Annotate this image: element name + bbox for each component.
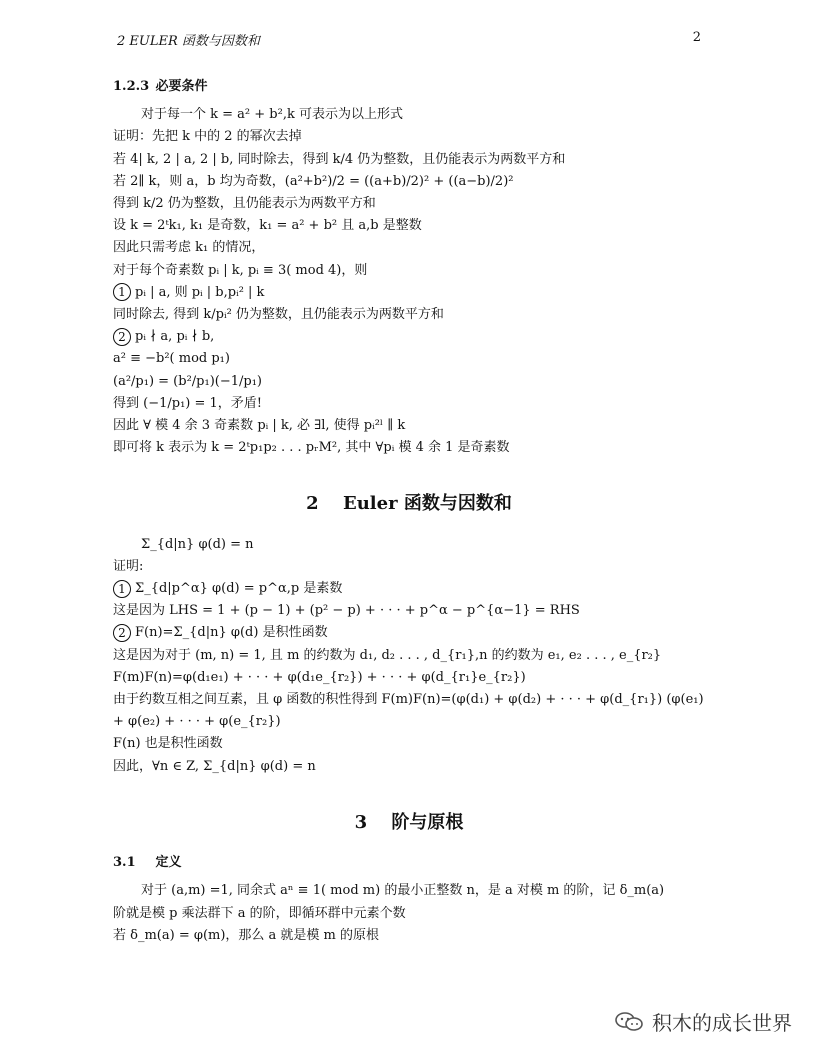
circled-number-two: 2 [113, 328, 131, 346]
text-line: 阶就是模 p 乘法群下 a 的阶，即循环群中元素个数 [113, 905, 406, 921]
subsection-title: 定义 [155, 855, 182, 871]
running-header [117, 30, 701, 49]
subsection-title: 必要条件 [155, 79, 208, 94]
text-line: 这是因为对于 (m, n) = 1, 且 m 的约数为 d₁, d₂ . . . , d_{r₁},n 的约数为 e₁, e₂ . . . , e_{r₂} [113, 647, 662, 663]
section-title: Euler 函数与因数和 [342, 493, 512, 515]
case-one-line [113, 578, 705, 600]
text-line: 因此，∀n ∈ Z, Σ_{d|n} φ(d) = n [113, 758, 316, 774]
case-two-line [113, 326, 705, 348]
case-two-line [113, 622, 705, 644]
body-content [113, 72, 705, 947]
text-line: 这是因为 LHS = 1 + (p − 1) + (p² − p) + · · · + p^α − p^{α−1} = RHS [113, 603, 580, 619]
circled-number-one: 1 [113, 580, 131, 598]
section-heading-2 [113, 493, 705, 515]
text-line: 同时除去, 得到 k/pᵢ² 仍为整数，且仍能表示为两数平方和 [113, 307, 444, 323]
text-line: 得到 (−1/p₁) = 1，矛盾! [113, 395, 263, 411]
text-line: F(n) 也是积性函数 [113, 736, 223, 752]
case-one-line [113, 282, 705, 304]
page-number: 2 [692, 30, 701, 45]
subsection-number: 3.1 [113, 855, 136, 871]
watermark [614, 1007, 792, 1036]
subsection-number: 1.2.3 [113, 79, 150, 94]
text-line: 若 4| k, 2 | a, 2 | b, 同时除去，得到 k/4 仍为整数，且仍能表示为两数平方和 [113, 151, 566, 167]
text-line: 得到 k/2 仍为整数，且仍能表示为两数平方和 [113, 196, 376, 212]
text-line: 对于 (a,m) =1, 同余式 aⁿ ≡ 1( mod m) 的最小正整数 n，是 a 对模 m 的阶，记 δ_m(a) [141, 883, 665, 899]
subsection-heading-3-1 [113, 852, 705, 874]
case-one-text: pᵢ | a, 则 pᵢ | b,pᵢ² | k [135, 284, 265, 300]
case-two-text: F(n)=Σ_{d|n} φ(d) 是积性函数 [135, 625, 328, 641]
running-title: 2 EULER 函数与因数和 [117, 34, 260, 49]
text-paragraph: 由于约数互相之间互素，且 φ 函数的积性得到 F(m)F(n)=(φ(d₁) + φ(d₂) + · · · + φ(d_{r₁}) (φ(e₁) + φ(e₂) + · · · + φ(e_{r₂}) [113, 692, 704, 730]
section-title: 阶与原根 [391, 811, 464, 833]
text-line: 对于每个奇素数 pᵢ | k, pᵢ ≡ 3( mod 4)，则 [113, 262, 368, 278]
text-line: 证明：先把 k 中的 2 的幂次去掉 [113, 129, 302, 145]
text-line: 因此只需考虑 k₁ 的情况， [113, 240, 265, 256]
text-line: (a²/p₁) = (b²/p₁)(−1/p₁) [113, 373, 262, 389]
wechat-icon [614, 1011, 644, 1033]
watermark-text: 积木的成长世界 [652, 1011, 792, 1035]
text-line: 证明: [113, 558, 144, 574]
section-heading-3 [113, 812, 705, 834]
text-line: a² ≡ −b²( mod p₁) [113, 351, 230, 367]
text-line: 因此 ∀ 模 4 余 3 奇素数 pᵢ | k, 必 ∃l, 使得 pᵢ²ˡ ∥ k [113, 418, 406, 434]
text-line: F(m)F(n)=φ(d₁e₁) + · · · + φ(d₁e_{r₂}) + · · · + φ(d_{r₁}e_{r₂}) [113, 669, 526, 685]
circled-number-one: 1 [113, 283, 131, 301]
formula-line: Σ_{d|n} φ(d) = n [141, 536, 254, 552]
text-line: 即可将 k 表示为 k = 2ᵗp₁p₂ . . . pᵣM², 其中 ∀pᵢ 模 4 余 1 是奇素数 [113, 440, 510, 456]
case-one-text: Σ_{d|p^α} φ(d) = p^α,p 是素数 [135, 581, 343, 597]
text-line: 对于每一个 k = a² + b²,k 可表示为以上形式 [141, 107, 403, 123]
subsection-heading-1-2-3 [113, 76, 705, 98]
section-number: 3 [354, 811, 368, 833]
section-number: 2 [306, 493, 319, 515]
circled-number-two: 2 [113, 624, 131, 642]
case-two-text: pᵢ ∤ a, pᵢ ∤ b, [135, 329, 215, 345]
text-line: 若 2∥ k，则 a，b 均为奇数，(a²+b²)/2 = ((a+b)/2)² + ((a−b)/2)² [113, 173, 514, 189]
text-line: 若 δ_m(a) = φ(m)，那么 a 就是模 m 的原根 [113, 927, 380, 943]
text-line: 设 k = 2ᵗk₁, k₁ 是奇数，k₁ = a² + b² 且 a,b 是整数 [113, 218, 422, 234]
